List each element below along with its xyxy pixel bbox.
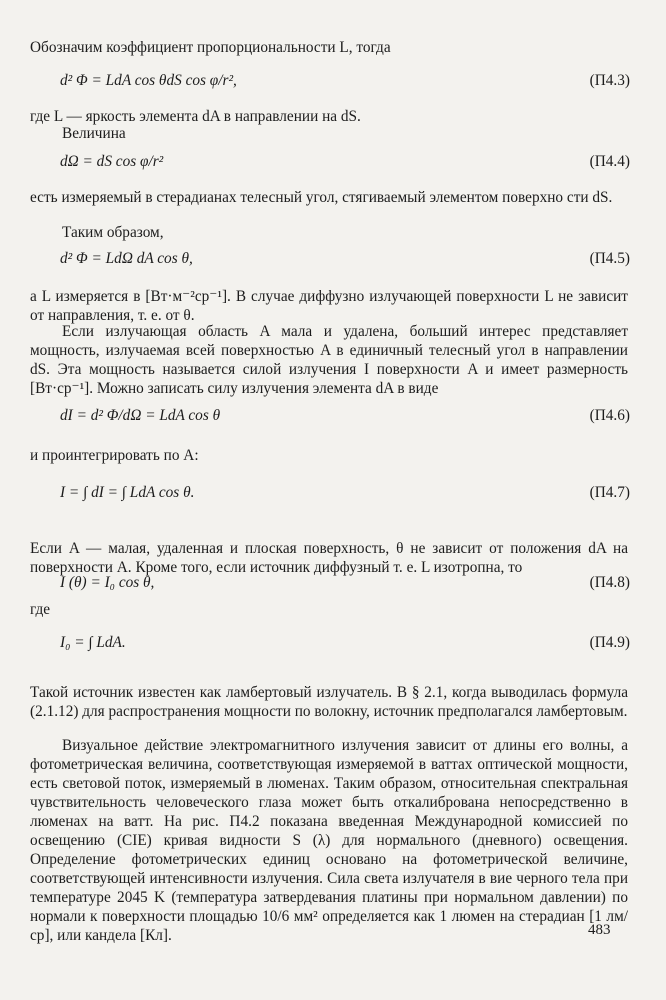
equation-number: (П4.5) [589, 250, 630, 267]
equation-formula: I = ∫ dI = ∫ LdA cos θ. [60, 484, 195, 501]
page-number: 483 [588, 922, 611, 938]
equation-p4-9 [60, 633, 630, 655]
equation-formula: d² Φ = LdA cos θdS cos φ/r², [60, 72, 237, 89]
equation-number: (П4.4) [589, 153, 630, 170]
paragraph-lambert: Такой источник известен как ламбертовый излучатель. В § 2.1, когда выводилась формула (2.1.12) для распространения мощности по волокну, источник предполагался ламбертовым. [30, 684, 628, 720]
equation-p4-8 [60, 573, 630, 595]
equation-p4-6 [60, 406, 630, 428]
equation-number: (П4.8) [589, 574, 630, 591]
paragraph-velichina: Величина [62, 125, 126, 142]
paragraph-takim: Таким образом, [62, 224, 164, 241]
paragraph-small-surface: Если A — малая, удаленная и плоская поверхность, θ не зависит от положения dA на поверхности A. Кроме того, если источник диффузный т. е. L изотропна, то [30, 540, 628, 576]
equation-p4-4 [60, 152, 630, 174]
equation-number: (П4.3) [589, 72, 630, 89]
paragraph-integrate: и проинтегрировать по A: [30, 447, 199, 464]
equation-formula: dI = d² Φ/dΩ = LdA cos θ [60, 407, 221, 424]
equation-p4-7 [60, 483, 630, 505]
equation-p4-3 [60, 71, 630, 93]
equation-p4-5 [60, 249, 630, 271]
equation-formula: d² Φ = LdΩ dA cos θ, [60, 250, 193, 267]
equation-formula: I (θ) = I₀ cos θ, [60, 574, 155, 591]
paragraph-intensity: Если излучающая область A мала и удалена, больший интерес представляет мощность, излучаемая всей поверхностью A в единичный телесный угол в направлении dS. Эта мощность называется силой излучения I поверхности A и имеет размерность [Вт·ср⁻¹]. Можно записать силу излучения элемента dA в виде [30, 323, 628, 397]
paragraph-where-l: где L — яркость элемента dA в направлении на dS. [30, 108, 361, 125]
paragraph-visual: Визуальное действие электромагнитного излучения зависит от длины его волны, а фотометрическая величина, соответствующая измеряемой в ваттах оптической мощности, есть световой поток, измеряемый в люменах. Таким образом, относительная спектральная чувствительность человеческого глаза может быть откалибрована непосредственно в люменах на ватт. На рис. П4.2 показана введенная Международной комиссией по освещению (CIE) кривая видности S (λ) для нормального (дневного) освещения. Определение фотометрических единиц основано на фотометрической величине, соответствующей интенсивности излучения. Сила света излучателя в вие черного тела при температуре 2045 K (температура затвердевания платины при нормальном давлении) по нормали к поверхности площадью 10/6 мм² определяется как 1 люмен на стерадиан [1 лм/ср], или кандела [Кл]. [30, 737, 628, 944]
paragraph-units: а L измеряется в [Вт·м⁻²ср⁻¹]. В случае диффузно излучающей поверхности L не зависит от направления, т. е. от θ. [30, 288, 628, 324]
intro-line: Обозначим коэффициент пропорциональности L, тогда [30, 39, 391, 56]
paragraph-solid-angle: есть измеряемый в стерадианах телесный угол, стягиваемый элементом поверхно сти dS. [30, 189, 613, 206]
paragraph-gde: где [30, 601, 51, 618]
equation-number: (П4.6) [589, 407, 630, 424]
equation-formula: dΩ = dS cos φ/r² [60, 153, 164, 170]
equation-number: (П4.9) [589, 634, 630, 651]
equation-formula: I₀ = ∫ LdA. [60, 634, 126, 651]
equation-number: (П4.7) [589, 484, 630, 501]
